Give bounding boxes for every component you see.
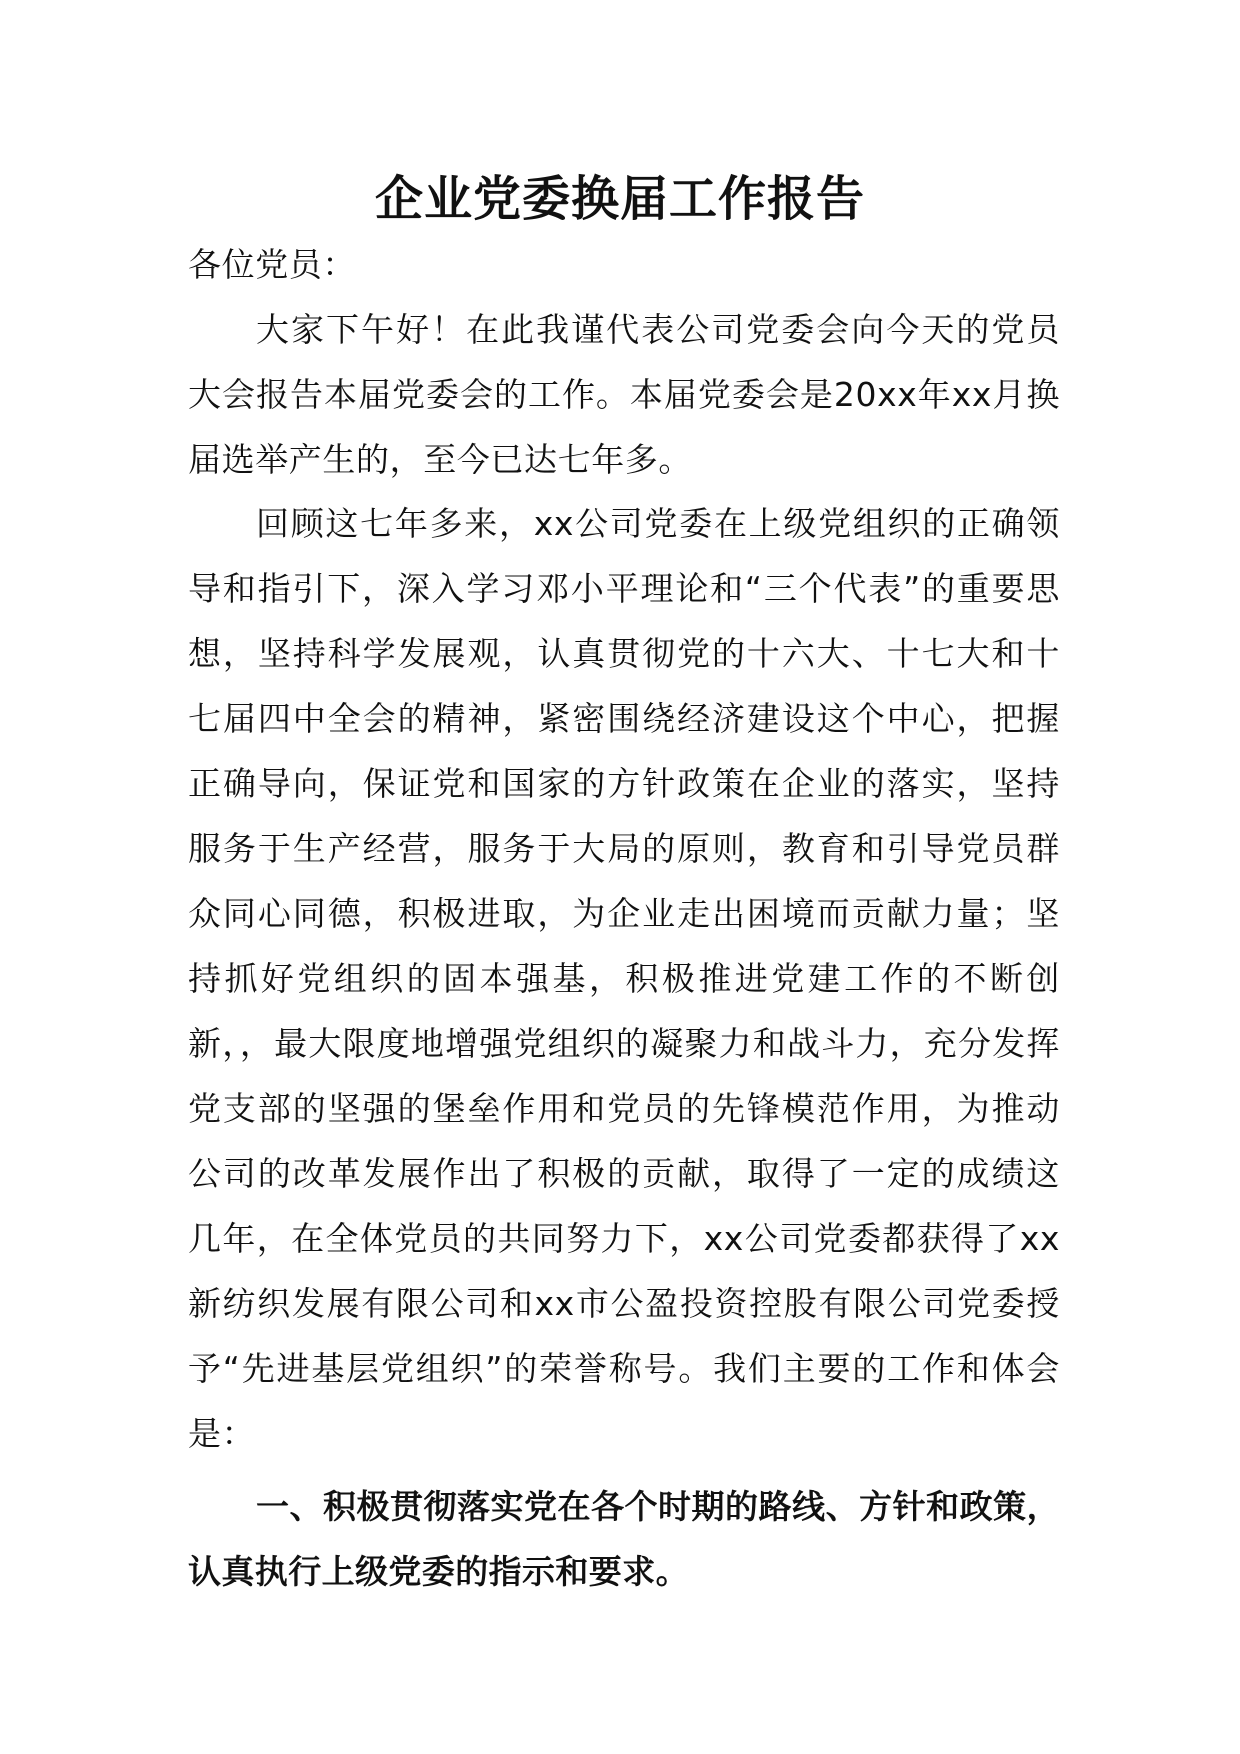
- paragraph-opening: 大家下午好！在此我谨代表公司党委会向今天的党员大会报告本届党委会的工作。本届党委会是20xx年xx月换届选举产生的，至今已达七年多。: [188, 310, 1060, 479]
- paragraph-review: 回顾这七年多来，xx公司党委在上级党组织的正确领导和指引下，深入学习邓小平理论和“三个代表”的重要思想，坚持科学发展观，认真贯彻党的十六大、十七大和十七届四中全会的精神，紧密围绕经济建设这个中心，把握正确导向，保证党和国家的方针政策在企业的落实，坚持服务于生产经营，服务于大局的原则，教育和引导党员群众同心同德，积极进取，为企业走出困境而贡献力量；坚持抓好党组织的固本强基，积极推进党建工作的不断创新，，最大限度地增强党组织的凝聚力和战斗力，充分发挥党支部的坚强的堡垒作用和党员的先锋模范作用，为推动公司的改革发展作出了积极的贡献，取得了一定的成绩这几年，在全体党员的共同努力下，xx公司党委都获得了xx新纺织发展有限公司和xx市公盈投资控股有限公司党委授予“先进基层党组织”的荣誉称号。我们主要的工作和体会是：: [188, 504, 1060, 1453]
- section-heading-1: 一、积极贯彻落实党在各个时期的路线、方针和政策，认真执行上级党委的指示和要求。: [188, 1487, 1060, 1591]
- document-title: 企业党委换届工作报告: [374, 171, 865, 227]
- greeting: 各位党员：: [188, 245, 356, 284]
